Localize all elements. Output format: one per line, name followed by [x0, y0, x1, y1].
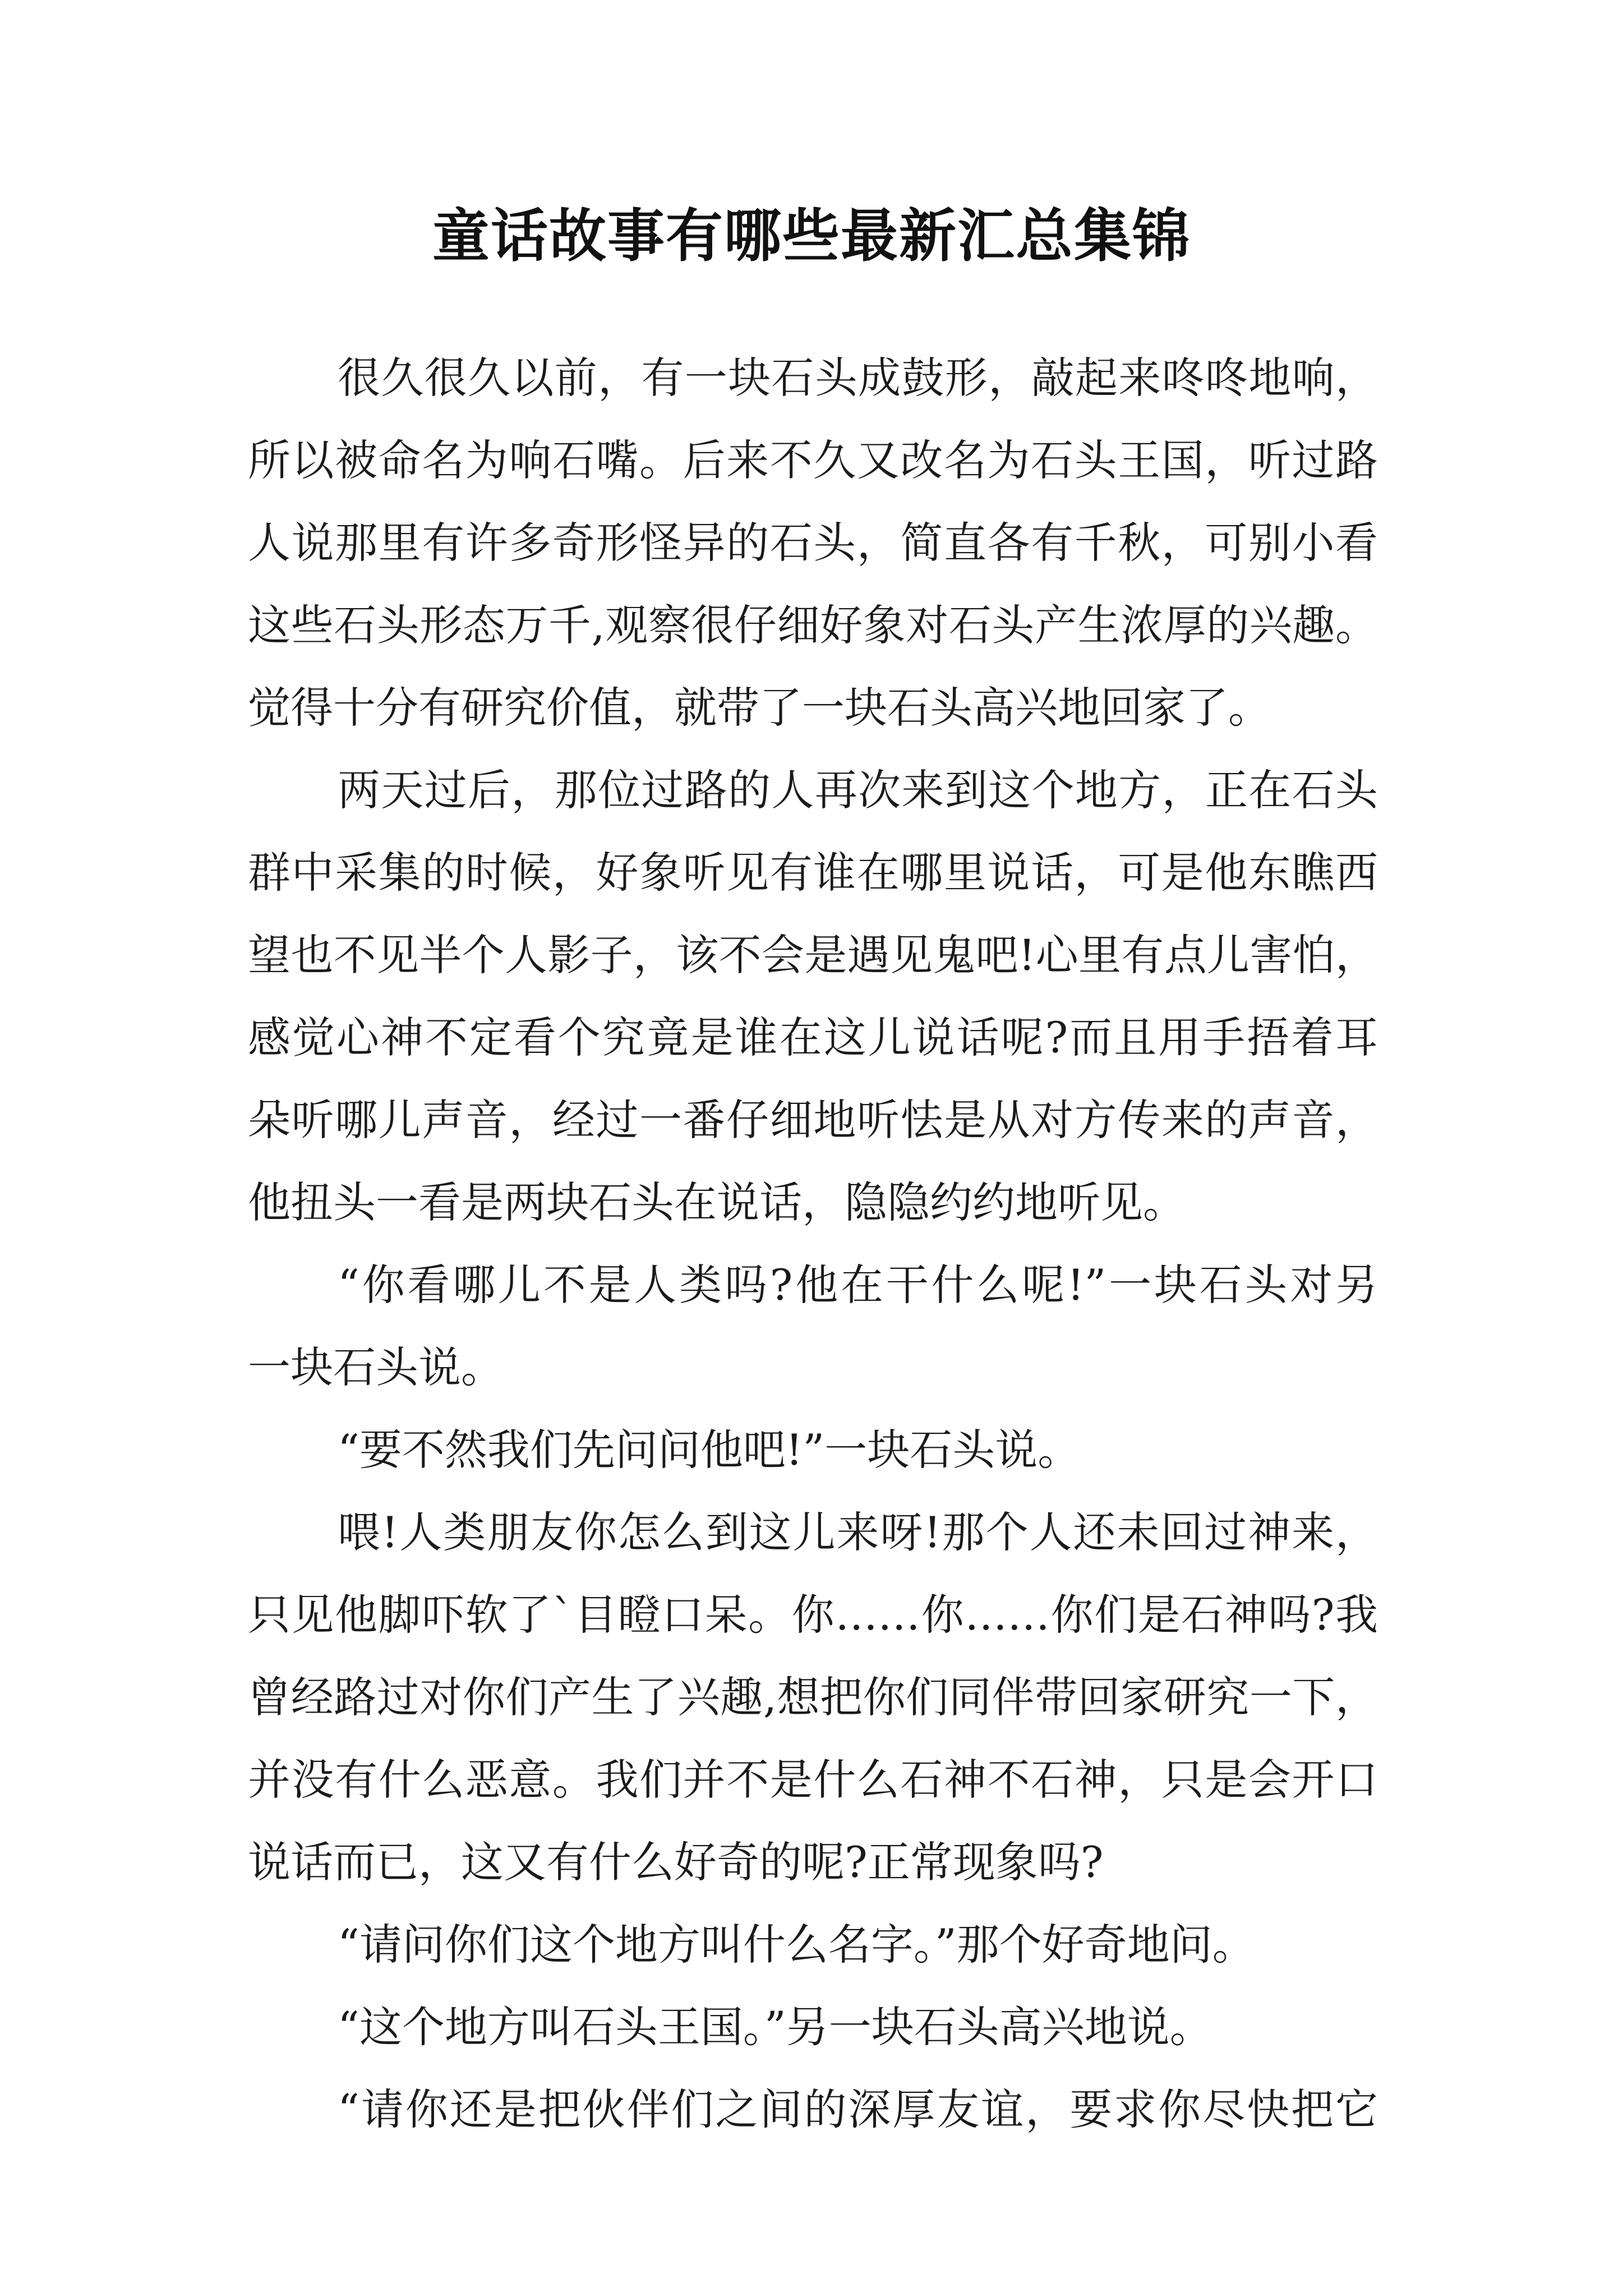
document-body [248, 337, 1378, 2151]
text-line: 望也不见半个人影子，该不会是遇见鬼吧!心里有点儿害怕， [248, 930, 1378, 980]
text-line: 曾经路过对你们产生了兴趣,想把你们同伴带回家研究一下， [248, 1672, 1378, 1722]
text-line: 很久很久以前，有一块石头成鼓形，敲起来咚咚地响， [338, 353, 1378, 403]
text-line: “你看哪儿不是人类吗?他在干什么呢!”一块石头对另 [338, 1260, 1378, 1310]
text-line: “这个地方叫石头王国。”另一块石头高兴地说。 [338, 2002, 1212, 2052]
text-line: 他扭头一看是两块石头在说话，隐隐约约地听见。 [248, 1177, 1186, 1227]
text-line: 感觉心神不定看个究竟是谁在这儿说话呢?而且用手捂着耳 [248, 1013, 1378, 1062]
text-line: 并没有什么恶意。我们并不是什么石神不石神，只是会开口 [248, 1755, 1378, 1805]
text-line: 这些石头形态万千,观察很仔细好象对石头产生浓厚的兴趣。 [248, 600, 1378, 650]
text-line: 一块石头说。 [248, 1342, 504, 1392]
text-line: 只见他脚吓软了`目瞪口呆。你……你……你们是石神吗?我 [248, 1590, 1378, 1640]
document-title: 童话故事有哪些最新汇总集锦 [432, 203, 1191, 270]
text-line: “请问你们这个地方叫什么名字。”那个好奇地问。 [338, 1920, 1255, 1970]
text-line: 所以被命名为响石嘴。后来不久又改名为石头王国，听过路 [248, 435, 1378, 485]
text-line: 朵听哪儿声音，经过一番仔细地听怯是从对方传来的声音， [248, 1095, 1378, 1145]
text-line: 喂!人类朋友你怎么到这儿来呀!那个人还未回过神来， [338, 1507, 1378, 1557]
text-line: 两天过后，那位过路的人再次来到这个地方，正在石头 [338, 765, 1378, 815]
text-line: “要不然我们先问问他吧!”一块石头说。 [338, 1425, 1081, 1475]
text-line: “请你还是把伙伴们之间的深厚友谊，要求你尽快把它 [338, 2085, 1378, 2134]
text-line: 人说那里有许多奇形怪异的石头，简直各有千秋，可别小看 [248, 518, 1378, 568]
text-line: 觉得十分有研究价值，就带了一块石头高兴地回家了。 [248, 683, 1271, 733]
text-line: 群中采集的时候，好象听见有谁在哪里说话，可是他东瞧西 [248, 848, 1378, 898]
text-line: 说话而已，这又有什么好奇的呢?正常现象吗? [248, 1837, 1104, 1887]
